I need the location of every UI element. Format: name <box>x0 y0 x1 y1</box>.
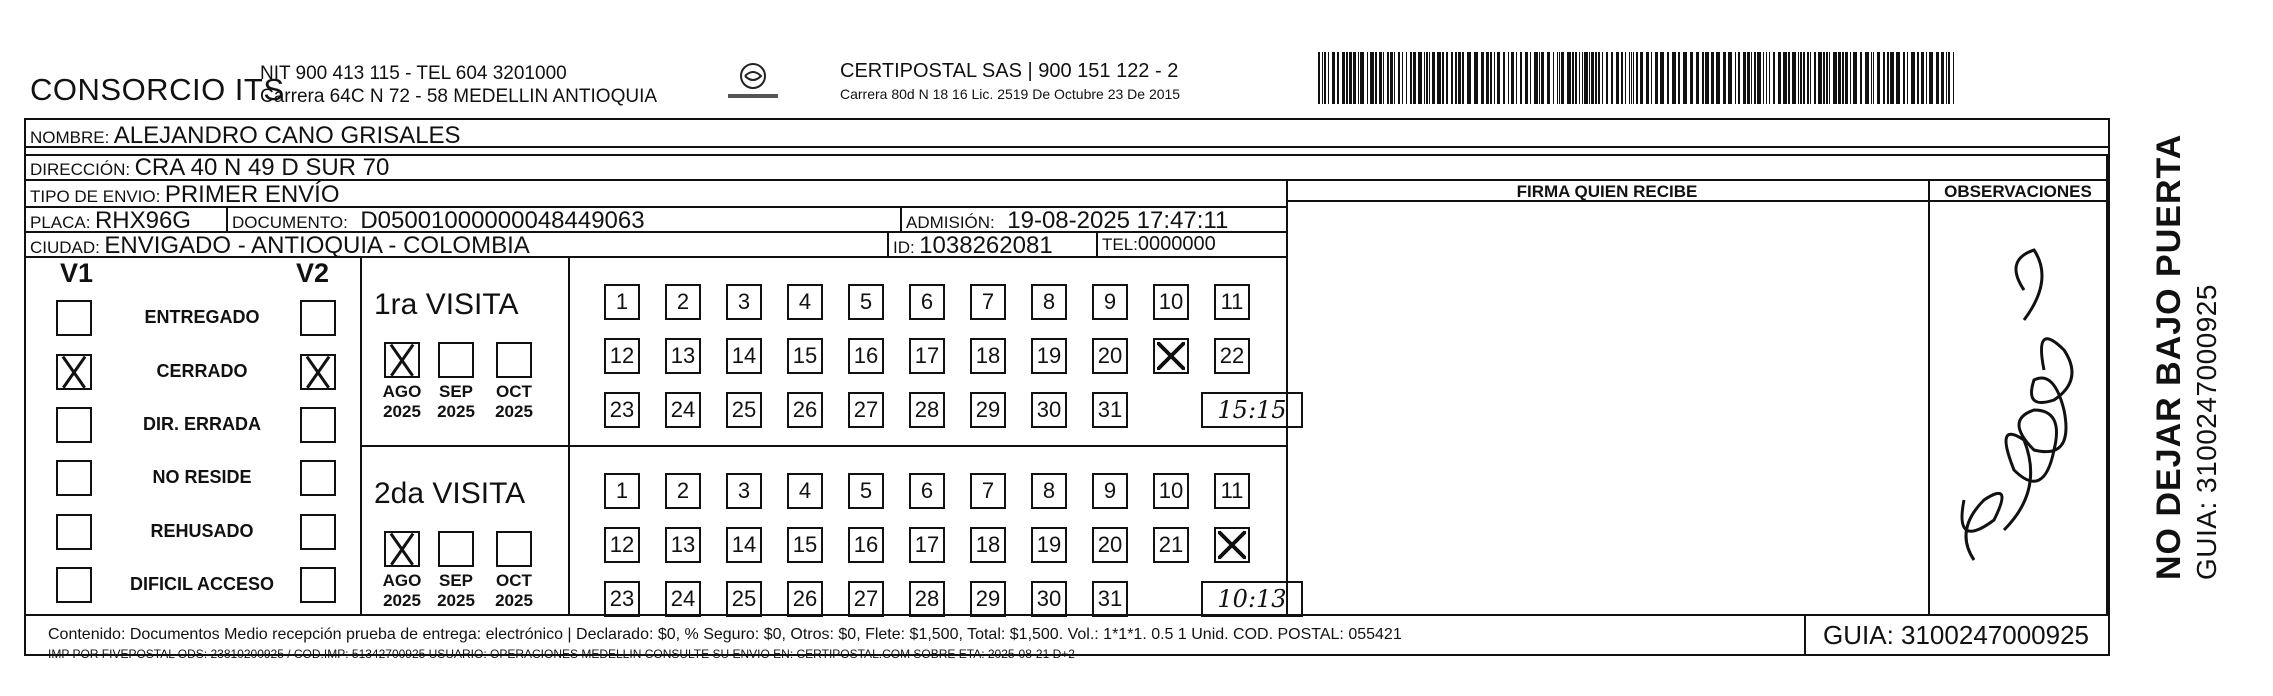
visit-title: 2da VISITA <box>374 477 526 510</box>
month-label <box>375 382 429 422</box>
day-box[interactable]: 3 <box>726 473 762 509</box>
month-year: 2025 <box>495 402 533 421</box>
certipostal-logo-icon <box>722 56 784 106</box>
day-box[interactable]: 4 <box>787 284 823 320</box>
month-label <box>429 571 483 611</box>
status-v1-checkbox[interactable] <box>56 460 92 496</box>
documento-value: D05001000000048449063 <box>360 207 645 234</box>
ciudad-field <box>30 232 530 260</box>
day-box[interactable]: 30 <box>1031 581 1067 617</box>
status-v1-checkbox[interactable] <box>56 514 92 550</box>
ciudad-value: ENVIGADO - ANTIOQUIA - COLOMBIA <box>104 232 530 259</box>
tel-field <box>1102 233 1216 256</box>
status-v1-checkbox[interactable] <box>56 567 92 603</box>
day-box[interactable]: 17 <box>909 527 945 563</box>
month-year: 2025 <box>437 402 475 421</box>
day-box[interactable]: 22 <box>1214 338 1250 374</box>
nombre-value: ALEJANDRO CANO GRISALES <box>113 122 461 149</box>
certipostal-license: Carrera 80d N 18 16 Lic. 2519 De Octubre 23 De 2015 <box>840 86 1181 102</box>
status-label: ENTREGADO <box>144 307 260 327</box>
status-label: NO RESIDE <box>152 467 252 487</box>
tipo-envio-field <box>30 181 340 209</box>
month-checkbox[interactable] <box>438 342 474 378</box>
day-box[interactable]: 23 <box>604 392 640 428</box>
placa-label: PLACA: <box>30 213 91 232</box>
direccion-field <box>30 154 389 182</box>
status-v1-checkbox[interactable] <box>56 300 92 336</box>
month-year: 2025 <box>437 591 475 610</box>
observaciones-header: OBSERVACIONES <box>1944 182 2092 201</box>
side-notice <box>2150 134 2223 580</box>
company-details <box>260 62 657 108</box>
direccion-value: CRA 40 N 49 D SUR 70 <box>134 154 390 181</box>
footer-contents: Contenido: Documentos Medio recepción prueba de entrega: electrónico | Declarado: $0, % Seguro: $0, Otros: $0, Flete: $1,500, Total: $1,500. Vol.: 1*1*1. 0.5 1 Unid. COD. POSTAL: 055421 <box>48 626 1402 643</box>
day-box[interactable]: 19 <box>1031 338 1067 374</box>
month-label <box>429 382 483 422</box>
day-box[interactable]: 15 <box>787 338 823 374</box>
placa-field <box>30 207 191 235</box>
day-box[interactable]: 31 <box>1092 392 1128 428</box>
day-box[interactable]: 7 <box>970 473 1006 509</box>
company-name: CONSORCIO ITS <box>30 72 285 107</box>
day-box[interactable]: 6 <box>909 284 945 320</box>
day-box[interactable]: 29 <box>970 581 1006 617</box>
day-box[interactable]: 8 <box>1031 473 1067 509</box>
month-year: 2025 <box>495 591 533 610</box>
firma-header: FIRMA QUIEN RECIBE <box>1516 182 1698 201</box>
nombre-label: NOMBRE: <box>30 128 110 147</box>
visit-time: 10:13 <box>1201 581 1303 617</box>
day-box[interactable]: 20 <box>1092 527 1128 563</box>
day-box[interactable]: 14 <box>726 527 762 563</box>
month-name: OCT <box>496 571 532 590</box>
day-box[interactable]: 20 <box>1092 338 1128 374</box>
month-checkbox[interactable] <box>384 342 420 378</box>
status-label: REHUSADO <box>150 521 254 541</box>
month-name: SEP <box>438 571 474 590</box>
tel-label: TEL: <box>1102 235 1138 254</box>
day-box[interactable]: 10 <box>1153 284 1189 320</box>
side-guia: GUIA: 3100247000925 <box>2191 284 2222 580</box>
certipostal-line: CERTIPOSTAL SAS | 900 151 122 - 2 <box>840 60 1179 82</box>
day-box[interactable]: 9 <box>1092 473 1128 509</box>
day-box[interactable]: 12 <box>604 338 640 374</box>
v1-header: V1 <box>60 258 94 288</box>
status-label: DIFICIL ACCESO <box>129 574 274 594</box>
day-box[interactable]: 16 <box>848 527 884 563</box>
day-box[interactable]: 18 <box>970 338 1006 374</box>
day-box[interactable]: 16 <box>848 338 884 374</box>
day-box[interactable]: 9 <box>1092 284 1128 320</box>
day-box[interactable]: 8 <box>1031 284 1067 320</box>
day-box[interactable]: 23 <box>604 581 640 617</box>
status-v2-checkbox[interactable] <box>300 514 336 550</box>
day-box[interactable]: 27 <box>848 392 884 428</box>
direccion-label: DIRECCIÓN: <box>30 160 131 179</box>
day-box[interactable]: 13 <box>665 527 701 563</box>
no-dejar-bajo-puerta: NO DEJAR BAJO PUERTA <box>2150 133 2188 580</box>
day-box[interactable]: 1 <box>604 473 640 509</box>
tel-value: 0000000 <box>1137 233 1216 255</box>
day-box[interactable]: 3 <box>726 284 762 320</box>
admision-field <box>906 207 1228 235</box>
ciudad-label: CIUDAD: <box>30 238 100 257</box>
month-checkbox[interactable] <box>384 531 420 567</box>
day-box[interactable]: 26 <box>787 581 823 617</box>
month-name: OCT <box>496 382 532 401</box>
day-box[interactable]: 25 <box>726 392 762 428</box>
day-box[interactable]: 25 <box>726 581 762 617</box>
status-label: DIR. ERRADA <box>142 414 261 434</box>
month-name: AGO <box>382 571 422 590</box>
company-address: Carrera 64C N 72 - 58 MEDELLIN ANTIOQUIA <box>260 86 658 107</box>
day-box[interactable]: 1 <box>604 284 640 320</box>
day-box[interactable]: 31 <box>1092 581 1128 617</box>
visit-time: 15:15 <box>1201 392 1303 428</box>
v2-header: V2 <box>296 258 330 288</box>
day-box[interactable]: 14 <box>726 338 762 374</box>
month-name: SEP <box>438 382 474 401</box>
day-box[interactable]: 7 <box>970 284 1006 320</box>
month-checkbox[interactable] <box>438 531 474 567</box>
day-box[interactable]: 30 <box>1031 392 1067 428</box>
day-box[interactable]: 28 <box>909 581 945 617</box>
day-box[interactable]: 5 <box>848 473 884 509</box>
documento-field <box>232 207 645 235</box>
day-box[interactable]: 2 <box>665 284 701 320</box>
day-box[interactable]: 18 <box>970 527 1006 563</box>
day-box[interactable]: 5 <box>848 284 884 320</box>
day-box[interactable]: 13 <box>665 338 701 374</box>
day-box[interactable]: 26 <box>787 392 823 428</box>
day-box[interactable]: 6 <box>909 473 945 509</box>
placa-value: RHX96G <box>94 207 191 234</box>
guia-number: GUIA: 3100247000925 <box>1823 620 2089 650</box>
day-box[interactable]: 17 <box>909 338 945 374</box>
day-box[interactable]: 19 <box>1031 527 1067 563</box>
id-value: 1038262081 <box>919 232 1053 259</box>
signature <box>1934 200 2084 600</box>
day-box[interactable]: 2 <box>665 473 701 509</box>
footer-print-info: IMP POR FIVEPOSTAL ODS: 23810200925 / COD.IMP: 51342700925 USUARIO: OPERACIONES MEDELLIN CONSULTE SU ENVIO EN: CERTIPOSTAL.COM SOBRE ETA: 2025-08-21 D+2 <box>48 647 1075 661</box>
day-box[interactable]: 11 <box>1214 473 1250 509</box>
day-box[interactable]: 4 <box>787 473 823 509</box>
tipo-envio-value: PRIMER ENVÍO <box>164 181 340 208</box>
admision-value: 19-08-2025 17:47:11 <box>1007 207 1229 234</box>
status-v2-checkbox[interactable] <box>300 354 336 390</box>
status-v2-checkbox[interactable] <box>300 567 336 603</box>
day-box[interactable]: 29 <box>970 392 1006 428</box>
status-v1-checkbox[interactable] <box>56 354 92 390</box>
status-label: CERRADO <box>156 361 248 381</box>
day-box[interactable]: 21 <box>1153 527 1189 563</box>
month-label <box>487 382 541 422</box>
day-box[interactable]: 10 <box>1153 473 1189 509</box>
day-box[interactable]: 24 <box>665 581 701 617</box>
month-checkbox[interactable] <box>496 342 532 378</box>
month-label <box>487 571 541 611</box>
day-box[interactable]: 24 <box>665 392 701 428</box>
barcode-icon <box>1318 52 1956 104</box>
nombre-field <box>30 122 461 150</box>
admision-label: ADMISIÓN: <box>906 213 995 232</box>
day-box[interactable]: 11 <box>1214 284 1250 320</box>
month-label <box>375 571 429 611</box>
day-box[interactable] <box>1153 338 1189 374</box>
day-box[interactable]: 15 <box>787 527 823 563</box>
status-v2-checkbox[interactable] <box>300 300 336 336</box>
id-label: ID: <box>893 238 915 257</box>
day-box[interactable] <box>1214 527 1250 563</box>
month-year: 2025 <box>383 402 421 421</box>
month-year: 2025 <box>383 591 421 610</box>
tipo-envio-label: TIPO DE ENVIO: <box>30 187 161 206</box>
documento-label: DOCUMENTO: <box>232 213 348 232</box>
day-box[interactable]: 28 <box>909 392 945 428</box>
nit-line: NIT 900 413 115 - TEL 604 3201000 <box>260 63 567 84</box>
id-field <box>893 232 1053 260</box>
visit-title: 1ra VISITA <box>374 288 519 321</box>
month-name: AGO <box>382 382 422 401</box>
month-checkbox[interactable] <box>496 531 532 567</box>
status-v1-checkbox[interactable] <box>56 407 92 443</box>
status-v2-checkbox[interactable] <box>300 460 336 496</box>
day-box[interactable]: 27 <box>848 581 884 617</box>
day-box[interactable]: 12 <box>604 527 640 563</box>
status-v2-checkbox[interactable] <box>300 407 336 443</box>
